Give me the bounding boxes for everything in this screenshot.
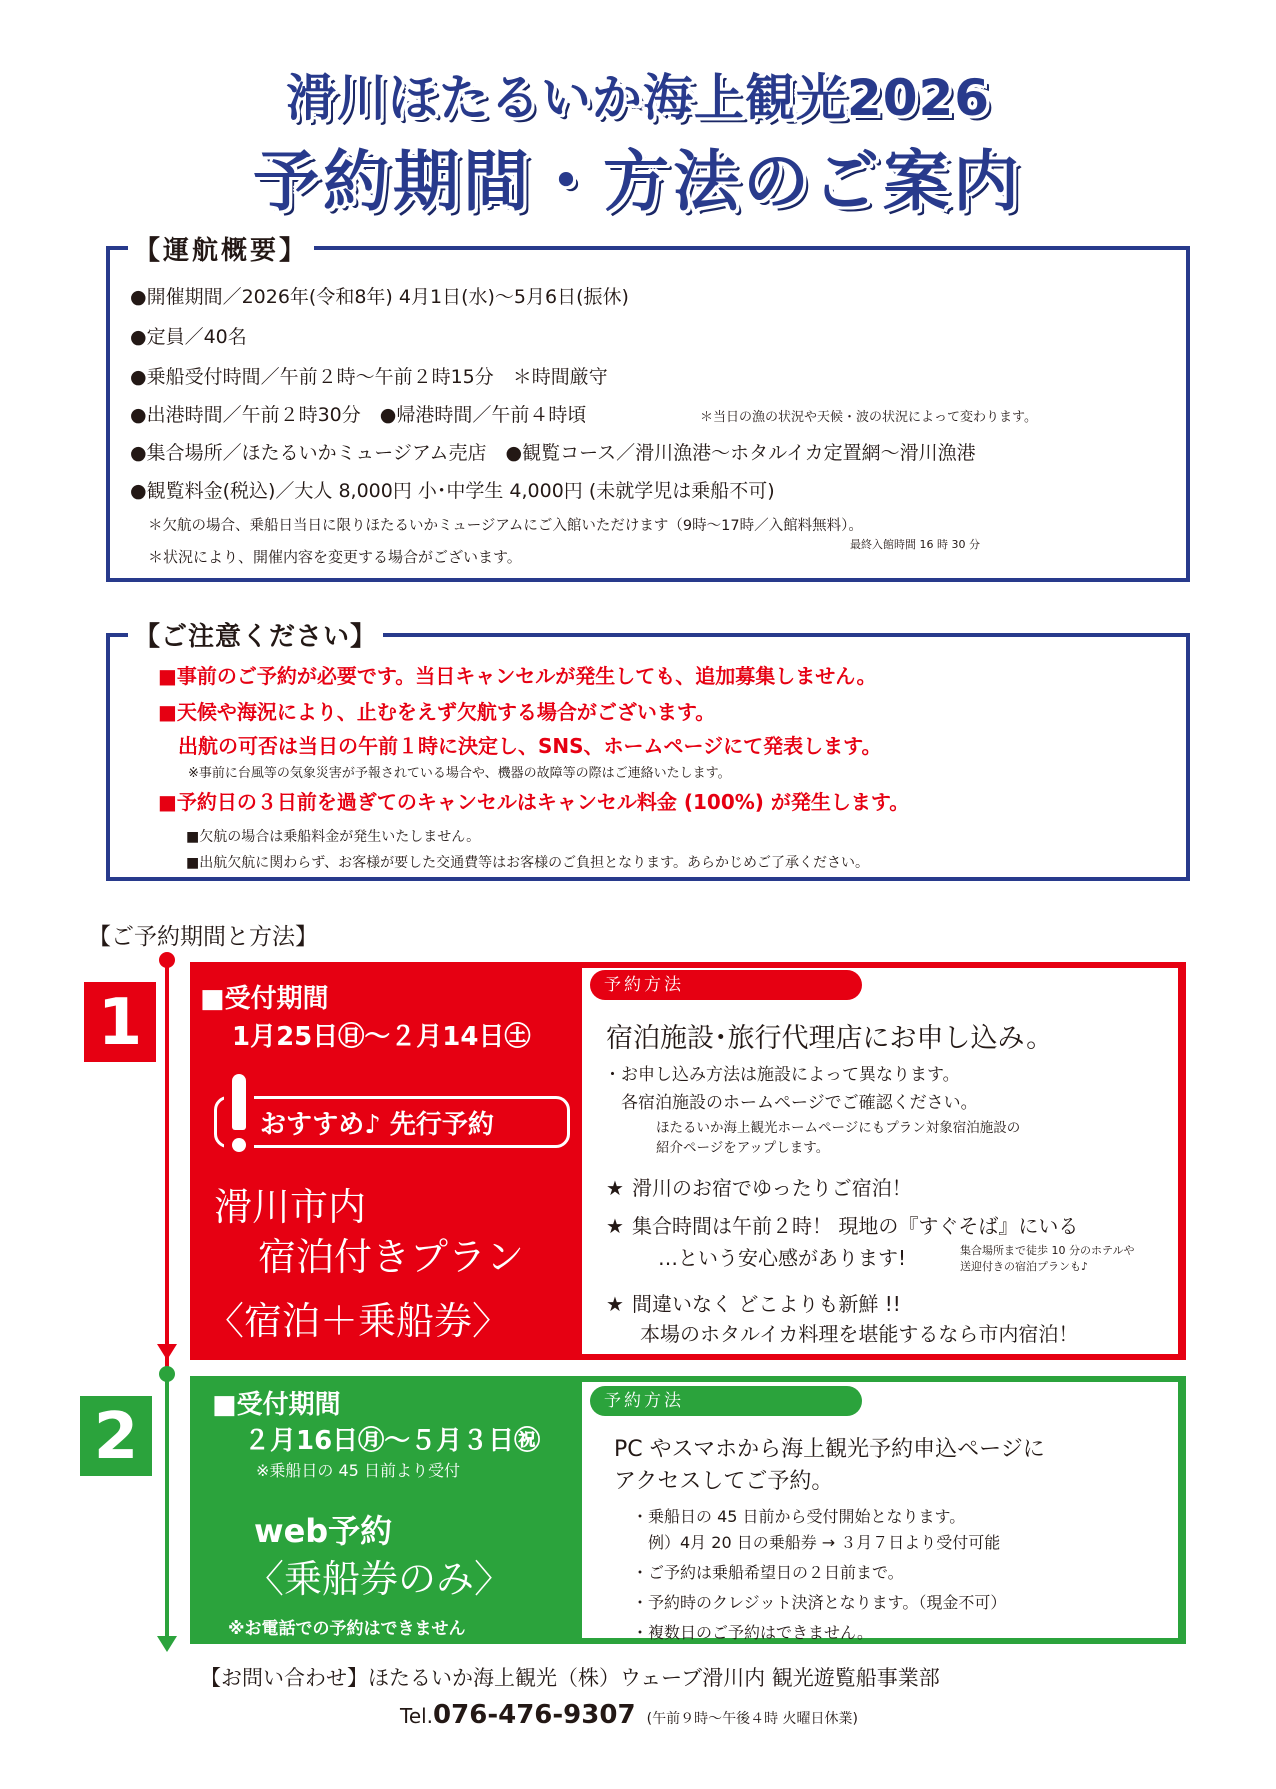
contact-line: 【お問い合わせ】ほたるいか海上観光（株）ウェーブ滑川内 観光遊覧船事業部 — [200, 1666, 940, 1690]
plan2-name2: 〈乗船券のみ〉 — [246, 1557, 513, 1601]
overview-item: ●観覧料金(税込)／大人 8,000円 小･中学生 4,000円 (未就学児は乗船不可) — [130, 480, 775, 502]
plan1-number: 1 — [84, 982, 156, 1062]
overview-item: ●集合場所／ほたるいかミュージアム売店 ●観覧コース／滑川漁港～ホタルイカ定置網～滑川漁港 — [130, 442, 976, 464]
plan2-line: ・予約時のクレジット決済となります。（現金不可） — [632, 1593, 1007, 1612]
tel-prefix: Tel. — [400, 1704, 434, 1728]
plan2-number: 2 — [80, 1396, 152, 1476]
timeline-line-green — [165, 1372, 169, 1640]
overview-note: ＊欠航の場合、乗船日当日に限りほたるいかミュージアムにご入館いただけます（9時～17時／入館料無料）。 — [148, 518, 863, 534]
plan2-method-title: アクセスしてご予約。 — [614, 1469, 834, 1494]
star-item — [606, 1210, 1078, 1239]
star3-cont: 本場のホタルイカ料理を堪能するなら市内宿泊！ — [640, 1322, 1079, 1346]
caution-line: ■欠航の場合は乗船料金が発生いたしません。 — [186, 829, 481, 845]
exclamation-icon — [224, 1074, 254, 1160]
plan1-name2: 宿泊付きプラン — [258, 1235, 525, 1279]
plan2-period-label: ■受付期間 — [212, 1390, 341, 1420]
plan2-line: ・複数日のご予約はできません。 — [632, 1623, 873, 1642]
star-icon: ★ — [606, 1292, 624, 1316]
contact-tel-row — [400, 1700, 858, 1730]
caution-red-line: ■予約日の３日前を過ぎてのキャンセルはキャンセル料金 (100%) が発生します。 — [158, 790, 910, 814]
recommend-text: おすすめ♪ 先行予約 — [260, 1110, 494, 1140]
plan1-line: ・お申し込み方法は施設によって異なります。 — [604, 1065, 960, 1085]
caution-small-note: ※事前に台風等の気象災害が予報されている場合や、機器の故障等の際はご連絡いたします。 — [188, 766, 731, 781]
star-text: 集合時間は午前２時！ 現地の『すぐそば』にいる — [632, 1214, 1079, 1238]
overview-item: ●出港時間／午前２時30分 ●帰港時間／午前４時頃 — [130, 404, 587, 426]
page-title: 滑川ほたるいか海上観光2026 — [285, 69, 991, 127]
caution-red-line: ■事前のご予約が必要です。当日キャンセルが発生しても、追加募集しません。 — [158, 664, 877, 688]
star-text: 滑川のお宿でゆったりご宿泊！ — [632, 1176, 912, 1200]
plan1-method-title: 宿泊施設･旅行代理店にお申し込み。 — [606, 1023, 1054, 1054]
tel-number: 076-476-9307 — [433, 1700, 636, 1730]
plan2-line: ・ご予約は乗船希望日の２日前まで。 — [632, 1563, 904, 1582]
star-text: 間違いなく どこよりも新鮮 !! — [632, 1292, 901, 1316]
star-icon: ★ — [606, 1214, 624, 1238]
plan2-phone-note: ※お電話での予約はできません — [228, 1619, 466, 1639]
plan1-method-label: 予約方法 — [590, 970, 862, 1000]
caution-red-line: 出航の可否は当日の午前１時に決定し、SNS、ホームページにて発表します。 — [158, 734, 882, 758]
last-entry-note: 最終入館時間 16 時 30 分 — [850, 538, 980, 551]
star-icon: ★ — [606, 1176, 624, 1200]
plan1-small-line: 紹介ページをアップします。 — [656, 1140, 830, 1156]
plan2-name1: web予約 — [254, 1512, 393, 1550]
overview-label: 【運航概要】 — [128, 230, 314, 267]
contact-hours: (午前９時～午後４時 火曜日休業) — [646, 1711, 859, 1727]
plan1-period: 1月25日㊐～２月14日㊏ — [232, 1022, 531, 1052]
plan2-method-title: PC やスマホから海上観光予約申込ページに — [614, 1437, 1045, 1462]
overview-note: ＊状況により、開催内容を変更する場合がございます。 — [148, 548, 522, 566]
star-item — [606, 1288, 901, 1317]
return-note: ＊当日の漁の状況や天候・波の状況によって変わります。 — [700, 410, 1037, 425]
plan2-method-label: 予約方法 — [590, 1386, 862, 1416]
plan1-line: 各宿泊施設のホームページでご確認ください。 — [604, 1093, 978, 1113]
plan1-small-line: ほたるいか海上観光ホームページにもプラン対象宿泊施設の — [656, 1120, 1021, 1136]
plan2-period-note: ※乗船日の 45 日前より受付 — [256, 1461, 460, 1480]
timeline-arrowhead-red — [157, 1344, 177, 1360]
overview-item: ●乗船受付時間／午前２時～午前２時15分 ＊時間厳守 — [130, 366, 608, 388]
overview-item: ●開催期間／2026年(令和8年) 4月1日(水)～5月6日(振休) — [130, 286, 629, 308]
timeline-dot-red — [159, 952, 175, 968]
page-subtitle: 予約期間・方法のご案内 — [253, 143, 1023, 220]
star2-cont: …という安心感があります! — [658, 1246, 907, 1270]
overview-item: ●定員／40名 — [130, 326, 247, 348]
plan1-name3: 〈宿泊＋乗船券〉 — [206, 1299, 511, 1343]
caution-line: ■出航欠航に関わらず、お客様が要した交通費等はお客様のご負担となります。あらかじめご了承ください。 — [186, 855, 869, 871]
star2-note: 送迎付きの宿泊プランも♪ — [960, 1260, 1089, 1273]
timeline-dot-green — [159, 1366, 175, 1382]
caution-red-line: ■天候や海況により、止むをえず欠航する場合がございます。 — [158, 700, 716, 724]
plan1-period-label: ■受付期間 — [200, 984, 329, 1014]
caution-label: 【ご注意ください】 — [128, 616, 383, 653]
periods-label: 【ご予約期間と方法】 — [88, 924, 318, 950]
plan2-period: ２月16日㊊～５月３日㊗ — [244, 1426, 541, 1456]
timeline-arrowhead-green — [157, 1636, 177, 1652]
star-item — [606, 1172, 912, 1201]
plan2-line: ・乗船日の 45 日前から受付開始となります。 — [632, 1507, 966, 1526]
plan1-name1: 滑川市内 — [214, 1185, 367, 1229]
plan2-line: 例）4月 20 日の乗船券 → ３月７日より受付可能 — [632, 1533, 1001, 1552]
star2-note: 集合場所まで徒歩 10 分のホテルや — [960, 1244, 1135, 1257]
